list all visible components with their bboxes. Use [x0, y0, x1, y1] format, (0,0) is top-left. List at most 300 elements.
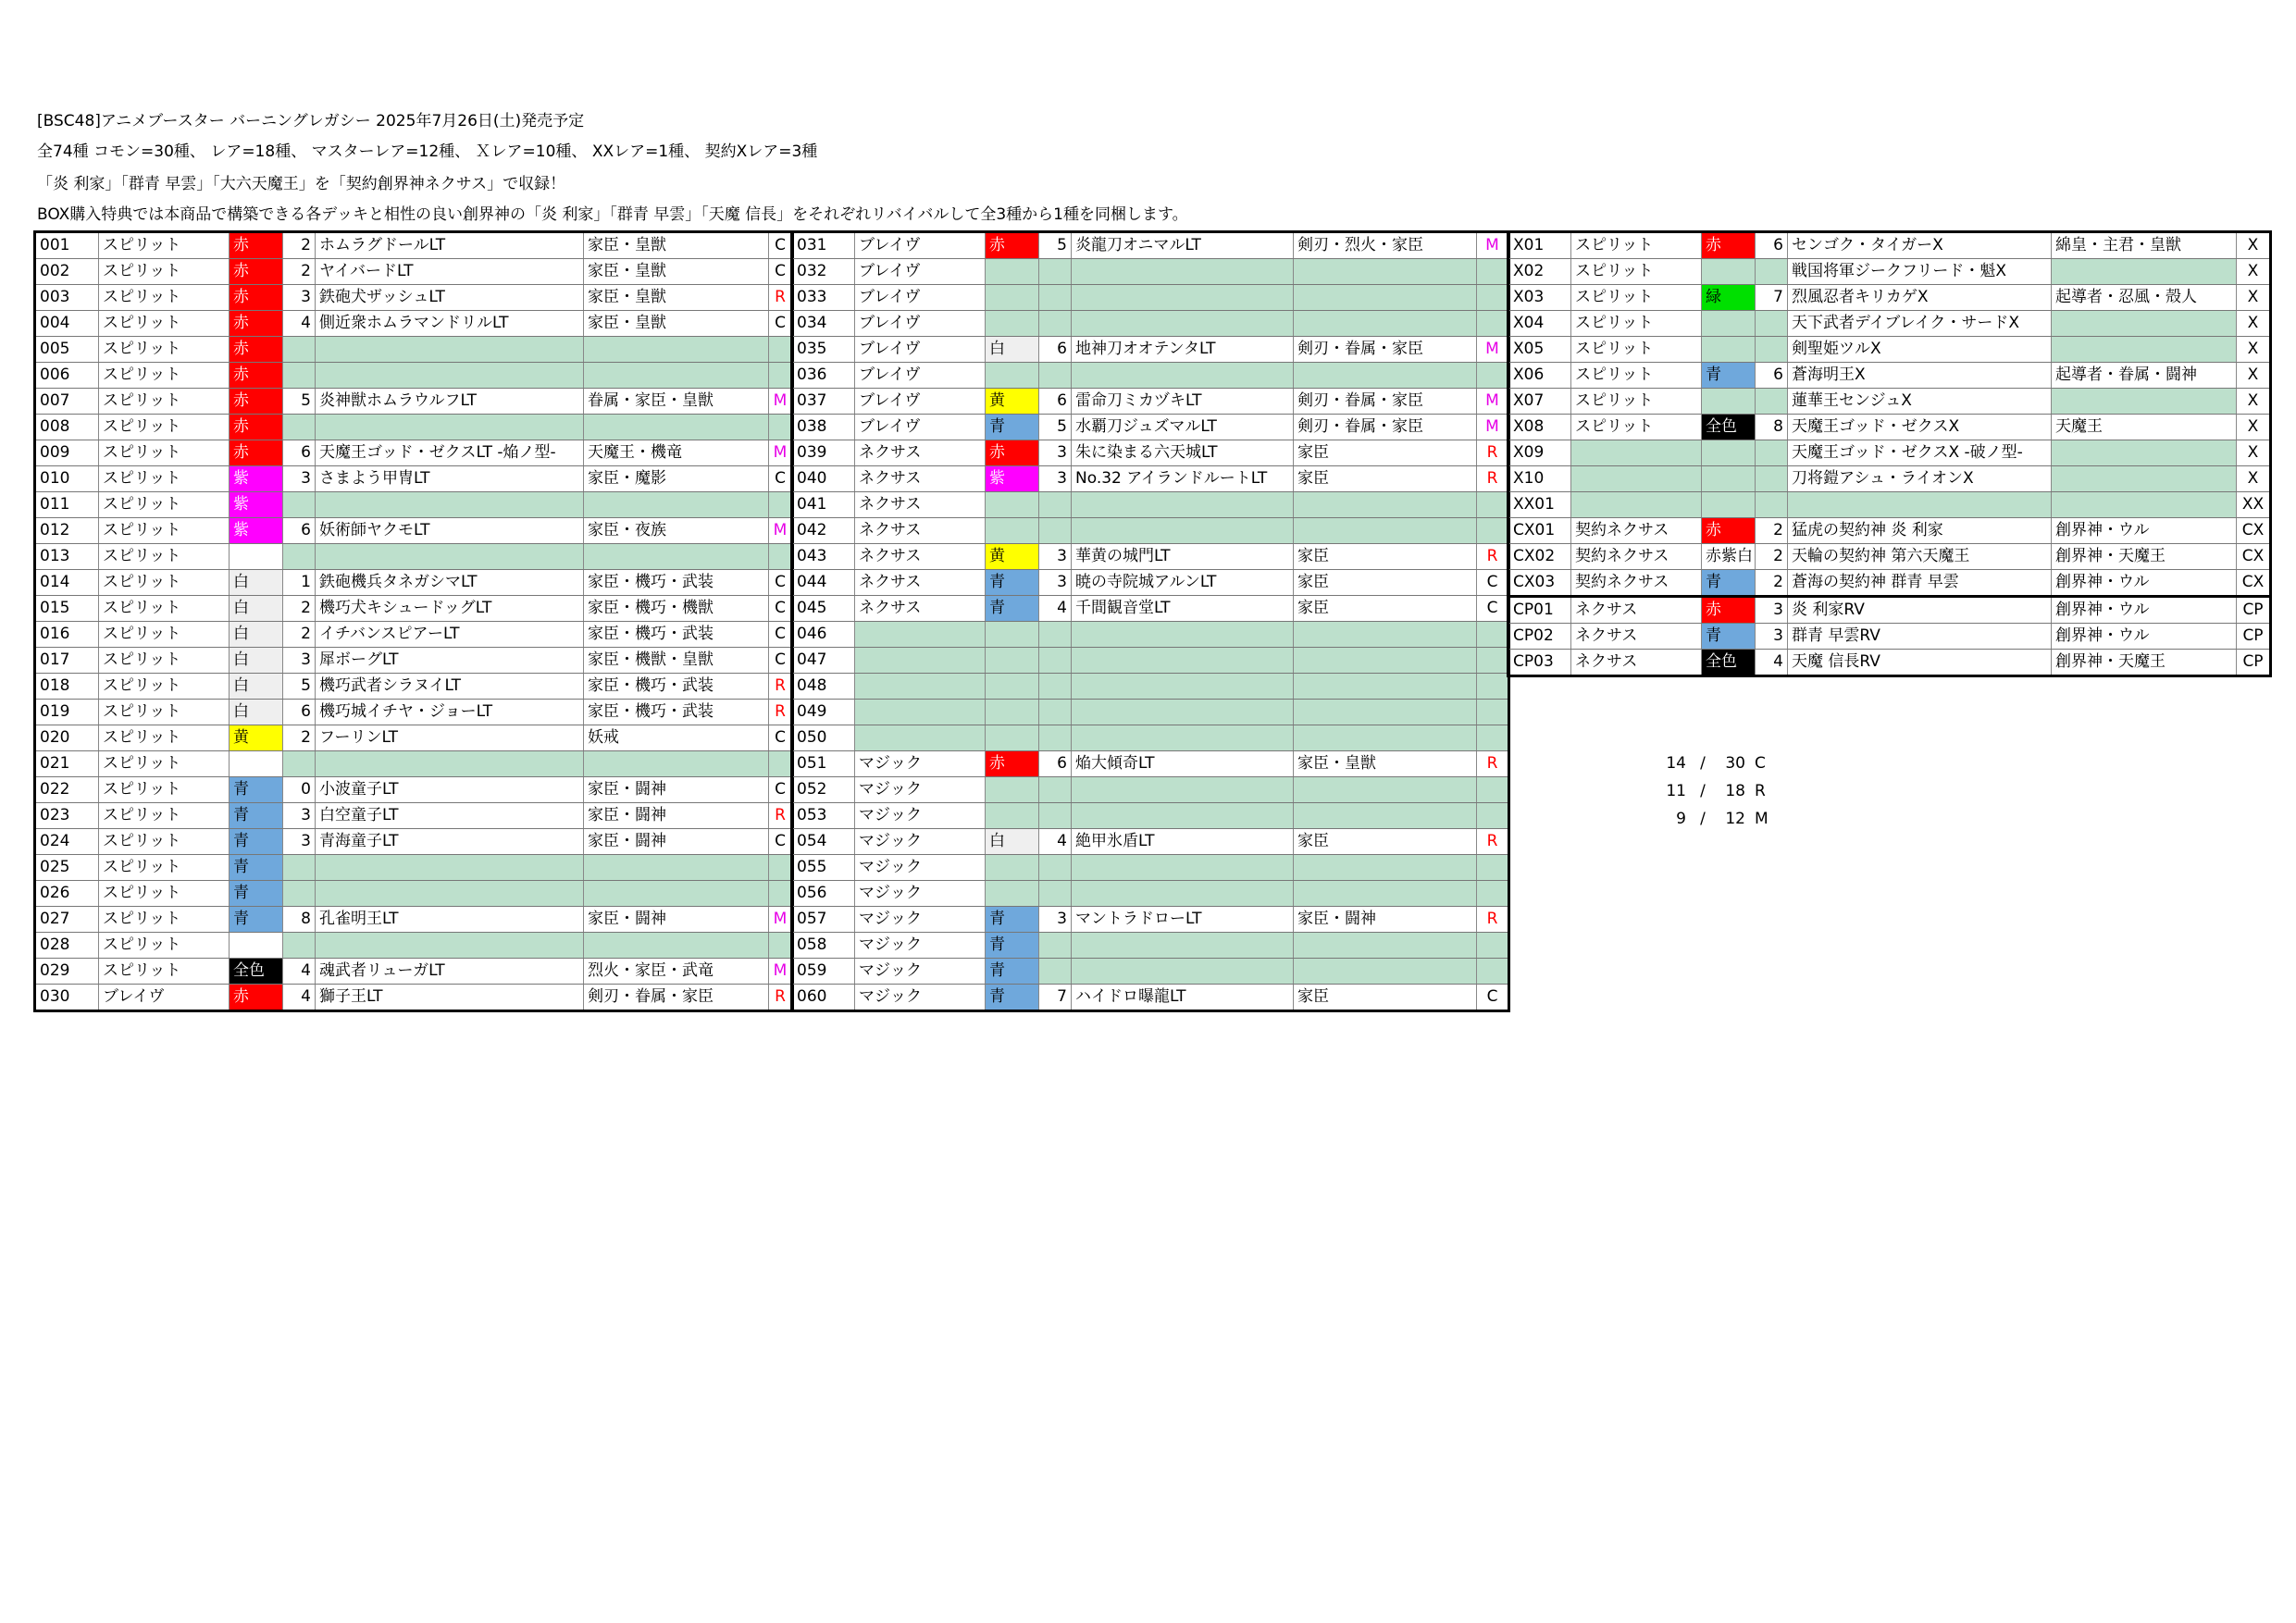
cost-cell: [1039, 725, 1072, 751]
card-number-cell: X10: [1508, 466, 1571, 492]
cost-cell: 8: [1756, 415, 1788, 440]
card-type-cell: ネクサス: [855, 492, 986, 518]
rarity-cell: [769, 751, 793, 777]
table-row: [35, 440, 793, 466]
card-type-cell: ネクサス: [855, 544, 986, 570]
cost-cell: 4: [283, 959, 316, 985]
card-number-cell: CP02: [1508, 624, 1571, 650]
rarity-cell: X: [2237, 415, 2271, 440]
table-row: [792, 363, 1509, 389]
card-name-cell: 機巧城イチヤ・ジョーLT: [316, 700, 584, 725]
card-name-cell: 魂武者リューガLT: [316, 959, 584, 985]
family-cell: 家臣・機獣・皇獣: [584, 648, 769, 674]
table-row: [35, 285, 793, 311]
card-number-cell: 053: [792, 803, 855, 829]
table-row: [35, 648, 793, 674]
card-number-cell: 032: [792, 259, 855, 285]
table-row: [1508, 232, 2271, 259]
card-name-cell: 天魔王ゴッド・ゼクスX: [1788, 415, 2052, 440]
rarity-cell: [769, 544, 793, 570]
card-type-cell: [1571, 492, 1702, 518]
cost-cell: 6: [1039, 751, 1072, 777]
family-cell: [1294, 855, 1477, 881]
cost-cell: 6: [283, 518, 316, 544]
rarity-cell: C: [769, 648, 793, 674]
tally-rarity: C: [1755, 754, 1766, 773]
card-type-cell: スピリット: [99, 829, 230, 855]
card-number-cell: 049: [792, 700, 855, 725]
cost-cell: 3: [283, 829, 316, 855]
family-cell: 起導者・眷属・闘神: [2052, 363, 2237, 389]
card-type-cell: 契約ネクサス: [1571, 518, 1702, 544]
rarity-cell: X: [2237, 285, 2271, 311]
cost-cell: [1756, 492, 1788, 518]
card-type-cell: スピリット: [1571, 415, 1702, 440]
table-row: [35, 544, 793, 570]
table-row: [792, 751, 1509, 777]
color-cell: [1702, 440, 1756, 466]
table-row: [1508, 650, 2271, 676]
table-row: [792, 855, 1509, 881]
cost-cell: 3: [1039, 907, 1072, 933]
family-cell: 家臣・皇獣: [584, 259, 769, 285]
card-name-cell: [316, 855, 584, 881]
card-name-cell: 蒼海明王X: [1788, 363, 2052, 389]
card-name-cell: [316, 363, 584, 389]
family-cell: [1294, 700, 1477, 725]
color-cell: [986, 648, 1039, 674]
card-name-cell: [1072, 933, 1294, 959]
cost-cell: 5: [283, 674, 316, 700]
family-cell: 創界神・ウル: [2052, 624, 2237, 650]
table-row: [1508, 492, 2271, 518]
tally-total: 12: [1725, 810, 1745, 828]
card-type-cell: スピリット: [99, 518, 230, 544]
card-type-cell: スピリット: [99, 855, 230, 881]
card-name-cell: フーリンLT: [316, 725, 584, 751]
cost-cell: 2: [283, 725, 316, 751]
card-number-cell: 042: [792, 518, 855, 544]
color-cell: [1702, 492, 1756, 518]
card-name-cell: 天下武者デイブレイク・サードX: [1788, 311, 2052, 337]
rarity-cell: C: [1477, 596, 1509, 622]
rarity-cell: X: [2237, 232, 2271, 259]
color-cell: [986, 311, 1039, 337]
card-type-cell: マジック: [855, 933, 986, 959]
rarity-cell: C: [769, 311, 793, 337]
table-row: [1508, 285, 2271, 311]
table-row: [792, 777, 1509, 803]
family-cell: [1294, 777, 1477, 803]
card-number-cell: 058: [792, 933, 855, 959]
rarity-cell: CX: [2237, 544, 2271, 570]
cost-cell: [283, 855, 316, 881]
family-cell: 家臣: [1294, 466, 1477, 492]
card-number-cell: 017: [35, 648, 99, 674]
rarity-cell: C: [769, 725, 793, 751]
table-row: [35, 855, 793, 881]
card-number-cell: 002: [35, 259, 99, 285]
card-type-cell: マジック: [855, 881, 986, 907]
rarity-cell: [1477, 725, 1509, 751]
table-row: [35, 959, 793, 985]
color-cell: [230, 933, 283, 959]
card-type-cell: 契約ネクサス: [1571, 544, 1702, 570]
card-number-cell: 007: [35, 389, 99, 415]
table-row: [35, 803, 793, 829]
table-row: [35, 570, 793, 596]
color-cell: 青: [230, 855, 283, 881]
rarity-cell: XX: [2237, 492, 2271, 518]
family-cell: 創界神・天魔王: [2052, 544, 2237, 570]
family-cell: 妖戒: [584, 725, 769, 751]
table-row: [1508, 544, 2271, 570]
color-cell: 紫: [986, 466, 1039, 492]
card-number-cell: X05: [1508, 337, 1571, 363]
color-cell: [986, 700, 1039, 725]
card-number-cell: X04: [1508, 311, 1571, 337]
card-name-cell: [316, 751, 584, 777]
family-cell: [1294, 285, 1477, 311]
family-cell: 家臣: [1294, 829, 1477, 855]
table-row: [1508, 259, 2271, 285]
card-name-cell: 天輪の契約神 第六天魔王: [1788, 544, 2052, 570]
color-cell: 黄: [230, 725, 283, 751]
family-cell: [584, 544, 769, 570]
table-row: [35, 777, 793, 803]
table-row: [792, 492, 1509, 518]
cost-cell: [1039, 959, 1072, 985]
color-cell: 赤: [230, 232, 283, 259]
card-number-cell: X08: [1508, 415, 1571, 440]
family-cell: 起導者・忍風・殻人: [2052, 285, 2237, 311]
card-type-cell: [855, 674, 986, 700]
card-type-cell: スピリット: [99, 933, 230, 959]
color-cell: 青: [986, 907, 1039, 933]
rarity-cell: X: [2237, 311, 2271, 337]
card-name-cell: さまよう甲冑LT: [316, 466, 584, 492]
card-number-cell: 001: [35, 232, 99, 259]
card-type-cell: マジック: [855, 985, 986, 1011]
card-number-cell: CP03: [1508, 650, 1571, 676]
cost-cell: 6: [1756, 232, 1788, 259]
rarity-cell: [1477, 363, 1509, 389]
family-cell: 天魔王・機竜: [584, 440, 769, 466]
card-type-cell: ネクサス: [855, 440, 986, 466]
card-type-cell: ブレイヴ: [855, 232, 986, 259]
card-name-cell: 華黄の城門LT: [1072, 544, 1294, 570]
rarity-cell: [1477, 700, 1509, 725]
rarity-cell: [1477, 933, 1509, 959]
card-type-cell: スピリット: [99, 311, 230, 337]
color-cell: 赤: [986, 232, 1039, 259]
card-type-cell: ブレイヴ: [855, 363, 986, 389]
family-cell: 家臣・夜族: [584, 518, 769, 544]
cost-cell: 6: [1039, 337, 1072, 363]
card-type-cell: [855, 622, 986, 648]
color-cell: 赤紫白: [1702, 544, 1756, 570]
card-name-cell: 炎神獣ホムラウルフLT: [316, 389, 584, 415]
card-number-cell: 005: [35, 337, 99, 363]
table-row: [792, 337, 1509, 363]
cost-cell: 7: [1756, 285, 1788, 311]
card-name-cell: [1072, 363, 1294, 389]
family-cell: 家臣・皇獣: [584, 285, 769, 311]
cost-cell: [1039, 622, 1072, 648]
rarity-cell: CX: [2237, 570, 2271, 597]
family-cell: 家臣: [1294, 985, 1477, 1011]
card-name-cell: 剣聖姫ツルX: [1788, 337, 2052, 363]
rarity-cell: C: [769, 570, 793, 596]
family-cell: 天魔王: [2052, 415, 2237, 440]
table-row: [1508, 389, 2271, 415]
card-name-cell: マントラドローLT: [1072, 907, 1294, 933]
rarity-cell: R: [1477, 466, 1509, 492]
color-cell: 赤: [230, 415, 283, 440]
card-name-cell: 刀将鎧アシュ・ライオンX: [1788, 466, 2052, 492]
card-name-cell: 烈風忍者キリカゲX: [1788, 285, 2052, 311]
card-name-cell: ハイドロ曝龍LT: [1072, 985, 1294, 1011]
family-cell: [1294, 622, 1477, 648]
card-number-cell: 059: [792, 959, 855, 985]
color-cell: 赤: [986, 440, 1039, 466]
cost-cell: 6: [283, 440, 316, 466]
rarity-cell: R: [769, 803, 793, 829]
table-row: [792, 570, 1509, 596]
family-cell: [584, 492, 769, 518]
card-type-cell: スピリット: [99, 751, 230, 777]
family-cell: 家臣・皇獣: [584, 232, 769, 259]
cost-cell: 3: [283, 285, 316, 311]
cost-cell: [1756, 337, 1788, 363]
cost-cell: [1756, 311, 1788, 337]
card-type-cell: スピリット: [99, 544, 230, 570]
color-cell: 赤: [230, 311, 283, 337]
color-cell: 青: [986, 933, 1039, 959]
card-type-cell: [855, 700, 986, 725]
rarity-cell: M: [1477, 415, 1509, 440]
family-cell: [2052, 337, 2237, 363]
card-name-cell: [1788, 492, 2052, 518]
family-cell: 家臣・機巧・武装: [584, 700, 769, 725]
table-row: [1508, 518, 2271, 544]
tally-row: [1657, 754, 1766, 773]
card-number-cell: 026: [35, 881, 99, 907]
card-number-cell: 023: [35, 803, 99, 829]
rarity-cell: CP: [2237, 650, 2271, 676]
card-type-cell: スピリット: [1571, 232, 1702, 259]
family-cell: 家臣: [1294, 544, 1477, 570]
card-name-cell: 炎龍刀オニマルLT: [1072, 232, 1294, 259]
rarity-cell: R: [1477, 544, 1509, 570]
card-number-cell: CP01: [1508, 597, 1571, 624]
table-row: [792, 259, 1509, 285]
card-number-cell: 048: [792, 674, 855, 700]
card-number-cell: 011: [35, 492, 99, 518]
card-number-cell: 022: [35, 777, 99, 803]
cost-cell: 3: [1039, 440, 1072, 466]
rarity-cell: X: [2237, 363, 2271, 389]
family-cell: 家臣・闘神: [1294, 907, 1477, 933]
color-cell: [986, 725, 1039, 751]
table-row: [792, 596, 1509, 622]
card-type-cell: マジック: [855, 855, 986, 881]
rarity-cell: [769, 337, 793, 363]
color-cell: 紫: [230, 492, 283, 518]
table-row: [35, 725, 793, 751]
color-cell: 全色: [1702, 415, 1756, 440]
cost-cell: [283, 363, 316, 389]
table-row: [792, 725, 1509, 751]
card-name-cell: [1072, 881, 1294, 907]
table-row: [792, 232, 1509, 259]
card-name-cell: 暁の寺院城アルンLT: [1072, 570, 1294, 596]
family-cell: [584, 415, 769, 440]
cost-cell: 3: [1039, 544, 1072, 570]
table-row: [792, 700, 1509, 725]
cost-cell: 3: [283, 803, 316, 829]
cost-cell: 0: [283, 777, 316, 803]
card-type-cell: スピリット: [99, 907, 230, 933]
card-table-3: [1507, 230, 2272, 677]
family-cell: 綿皇・主君・皇獣: [2052, 232, 2237, 259]
card-number-cell: 028: [35, 933, 99, 959]
card-type-cell: [1571, 466, 1702, 492]
family-cell: [1294, 518, 1477, 544]
card-number-cell: 025: [35, 855, 99, 881]
card-number-cell: 047: [792, 648, 855, 674]
color-cell: 青: [1702, 570, 1756, 597]
color-cell: 紫: [230, 518, 283, 544]
card-name-cell: 機巧武者シラヌイLT: [316, 674, 584, 700]
rarity-cell: [769, 933, 793, 959]
card-type-cell: スピリット: [99, 959, 230, 985]
family-cell: 家臣・機巧・武装: [584, 622, 769, 648]
cost-cell: [1039, 518, 1072, 544]
card-number-cell: 041: [792, 492, 855, 518]
family-cell: 剣刃・眷属・家臣: [584, 985, 769, 1011]
tally-slash: /: [1700, 810, 1706, 828]
card-name-cell: 朱に染まる六天城LT: [1072, 440, 1294, 466]
family-cell: 創界神・ウル: [2052, 597, 2237, 624]
card-type-cell: [855, 725, 986, 751]
color-cell: 青: [230, 777, 283, 803]
rarity-cell: [769, 363, 793, 389]
cost-cell: [1039, 492, 1072, 518]
cost-cell: 2: [283, 259, 316, 285]
card-name-cell: 地神刀オオテンタLT: [1072, 337, 1294, 363]
card-number-cell: 039: [792, 440, 855, 466]
bonus-line: BOX購入特典では本商品で構築できる各デッキと相性の良い創界神の「炎 利家」「群青 早雲」「天魔 信長」をそれぞれリバイバルして全3種から1種を同梱します。: [37, 205, 1188, 224]
card-type-cell: スピリット: [99, 389, 230, 415]
rarity-cell: C: [769, 777, 793, 803]
card-number-cell: 004: [35, 311, 99, 337]
table-row: [792, 959, 1509, 985]
card-type-cell: スピリット: [99, 725, 230, 751]
family-cell: 創界神・天魔王: [2052, 650, 2237, 676]
cost-cell: 4: [1756, 650, 1788, 676]
card-number-cell: 016: [35, 622, 99, 648]
rarity-cell: [1477, 855, 1509, 881]
cost-cell: [283, 544, 316, 570]
card-number-cell: 036: [792, 363, 855, 389]
family-cell: 剣刃・眷属・家臣: [1294, 415, 1477, 440]
color-cell: 青: [1702, 363, 1756, 389]
card-number-cell: 055: [792, 855, 855, 881]
family-cell: [1294, 933, 1477, 959]
table-row: [1508, 597, 2271, 624]
notice-line: 「炎 利家」「群青 早雲」「大六天魔王」を「契約創界神ネクサス」で収録！: [37, 175, 566, 193]
card-type-cell: [1571, 440, 1702, 466]
family-cell: 家臣・機巧・機獣: [584, 596, 769, 622]
table-row: [792, 907, 1509, 933]
table-row: [792, 648, 1509, 674]
table-row: [1508, 415, 2271, 440]
color-cell: 白: [230, 596, 283, 622]
family-cell: [1294, 803, 1477, 829]
card-number-cell: 054: [792, 829, 855, 855]
card-name-cell: 青海童子LT: [316, 829, 584, 855]
cost-cell: 5: [1039, 232, 1072, 259]
table-row: [792, 674, 1509, 700]
card-number-cell: 044: [792, 570, 855, 596]
family-cell: [584, 751, 769, 777]
color-cell: 青: [230, 881, 283, 907]
cost-cell: 3: [1039, 570, 1072, 596]
card-name-cell: 側近衆ホムラマンドリルLT: [316, 311, 584, 337]
cost-cell: 3: [1756, 597, 1788, 624]
card-name-cell: [1072, 259, 1294, 285]
card-type-cell: スピリット: [99, 285, 230, 311]
table-row: [35, 674, 793, 700]
color-cell: [1702, 389, 1756, 415]
rarity-cell: X: [2237, 259, 2271, 285]
family-cell: 家臣・闘神: [584, 907, 769, 933]
card-number-cell: X03: [1508, 285, 1571, 311]
rarity-cell: [769, 415, 793, 440]
rarity-cell: X: [2237, 389, 2271, 415]
color-cell: [986, 518, 1039, 544]
table-row: [792, 285, 1509, 311]
cost-cell: 6: [1756, 363, 1788, 389]
card-number-cell: 003: [35, 285, 99, 311]
card-name-cell: [1072, 622, 1294, 648]
rarity-cell: R: [769, 285, 793, 311]
card-number-cell: 024: [35, 829, 99, 855]
card-type-cell: スピリット: [1571, 259, 1702, 285]
rarity-cell: [1477, 881, 1509, 907]
card-number-cell: 043: [792, 544, 855, 570]
cost-cell: 3: [283, 466, 316, 492]
card-number-cell: 018: [35, 674, 99, 700]
cost-cell: 3: [1756, 624, 1788, 650]
card-name-cell: [316, 544, 584, 570]
color-cell: 赤: [230, 985, 283, 1011]
rarity-cell: [1477, 959, 1509, 985]
card-type-cell: スピリット: [99, 596, 230, 622]
cost-cell: [283, 337, 316, 363]
table-row: [792, 829, 1509, 855]
card-number-cell: 037: [792, 389, 855, 415]
card-type-cell: スピリット: [99, 363, 230, 389]
color-cell: [1702, 311, 1756, 337]
card-type-cell: ブレイヴ: [855, 415, 986, 440]
color-cell: 全色: [230, 959, 283, 985]
rarity-cell: R: [769, 985, 793, 1011]
card-number-cell: 060: [792, 985, 855, 1011]
cost-cell: [283, 492, 316, 518]
rarity-cell: C: [1477, 985, 1509, 1011]
